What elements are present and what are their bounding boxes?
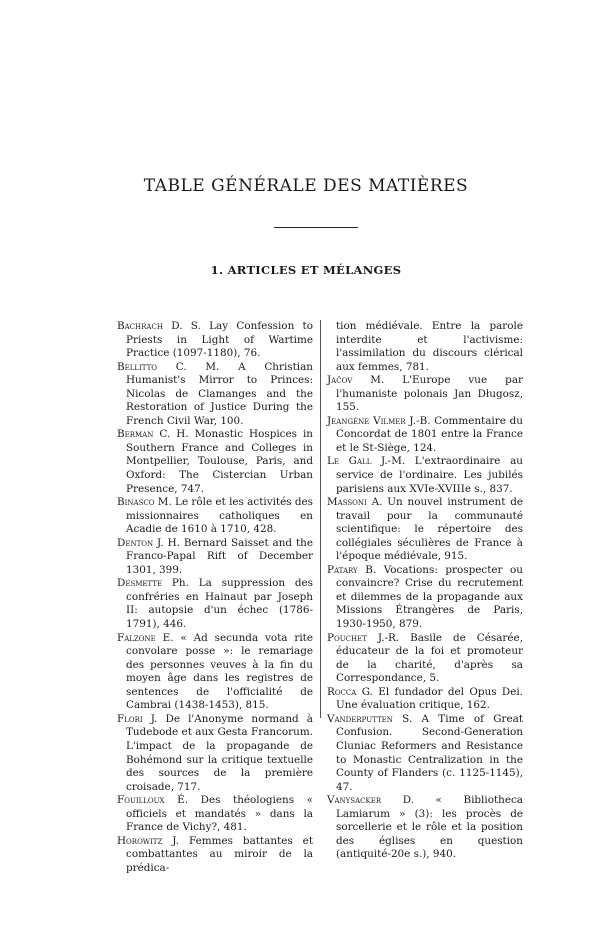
index-entry [117,835,313,876]
entry-author: Bellitto [117,360,158,373]
index-entry [117,632,313,713]
index-entry [117,361,313,429]
entry-author: Massoni [327,496,367,509]
index-entry [327,374,523,415]
entry-author: Jačov [327,374,353,387]
entry-text: J.-M. L'extraordinaire au service de l'ordinaire. Les jubilés parisiens aux XVIe-XVIIIe s., 837. [336,455,523,495]
entry-text: J. De l'Anonyme normand à Tudebode et aux Gesta Francorum. L'impact de la propagande de Bohémond sur la critique textuelle des sources de la première croisade, 717. [126,712,313,793]
entry-author: Flori [117,712,143,725]
index-entry [117,577,313,631]
index-entry [327,686,523,713]
entry-text: C. M. A Christian Humanist's Mirror to Princes: Nicolas de Clamanges and the Restoration of Justice During the French Civil War, 100. [126,360,313,427]
index-entry [117,713,313,794]
entry-author: Denton [117,536,154,549]
index-entry [117,496,313,537]
entry-author: Patary [327,563,358,576]
entry-author: Bachrach [117,320,163,332]
entry-text: J.-R. Basile de Césarée, éducateur de la foi et promoteur de la charité, d'après sa Correspondance, 5. [336,631,523,685]
entry-author: Le Gall [327,455,372,468]
entry-text: D. S. Lay Confession to Priests in Light of Wartime Practice (1097-1180), 76. [126,320,313,360]
index-entry [117,320,313,361]
entry-text: É. Des théologiens « officiels et mandatés » dans la France de Vichy?, 481. [126,794,313,834]
index-entry [327,496,523,564]
entry-text: J.-B. Commentaire du Concordat de 1801 entre la France et le St-Siège, 124. [336,414,523,454]
entry-text: G. El fundador del Opus Dei. Une évaluation critique, 162. [336,685,523,712]
index-entry [327,564,523,632]
index-entry [327,455,523,496]
entry-author: Rocca [327,685,357,698]
index-entry [327,794,523,862]
entry-text: S. A Time of Great Confusion. Second-Generation Cluniac Reformers and Resistance to Monastic Centralization in the County of Flanders (c. 1125-1145), 47. [336,712,523,793]
index-column-left [117,320,313,875]
title-divider [274,227,358,228]
index-entry [117,428,313,496]
entry-text: tion médiévale. Entre la parole interdite et l'activisme: l'assimilation du discours clérical aux femmes, 781. [336,320,523,373]
entry-text: A. Un nouvel instrument de travail pour la communauté scientifique: le répertoire des collégiales séculières de France à l'époque médiévale, 915. [336,496,523,563]
entry-text: Ph. La suppression des confréries en Hainaut par Joseph II: autopsie d'un échec (1786-1791), 446. [126,577,313,631]
entry-text: J. Femmes battantes et combattantes au miroir de la prédica- [126,834,313,874]
entry-author: Vanderputten [327,712,393,725]
entry-author: Berman [117,428,154,441]
page-title: TABLE GÉNÉRALE DES MATIÈRES [143,176,469,196]
column-divider [320,320,321,718]
index-entry-continuation [327,320,523,374]
entry-text: C. H. Monastic Hospices in Southern France and Colleges in Montpellier, Toulouse, Paris, and Oxford: The Cistercian Urban Presence, 747. [126,428,313,495]
index-entry [327,632,523,686]
entry-author: Fouilloux [117,794,165,807]
entry-text: M. L'Europe vue par l'humaniste polonais Jan Długosz, 155. [336,374,523,414]
index-entry [327,415,523,456]
entry-text: D. « Bibliotheca Lamiarum » (3): les procès de sorcellerie et le rôle et la position des églises en question (antiquité-20e s.), 940. [336,794,523,861]
entry-author: Desmette [117,577,163,590]
entry-author: Binasco [117,496,155,509]
entry-author: Falzone [117,631,156,644]
section-heading: 1. ARTICLES ET MÉLANGES [210,263,402,277]
entry-author: Vanysacker [327,794,382,807]
entry-author: Pouchet [327,631,367,644]
entry-author: Jeangène Vilmer [327,414,406,427]
entry-text: J. H. Bernard Saisset and the Franco-Papal Rift of December 1301, 399. [126,536,313,576]
index-entry [117,537,313,578]
entry-text: M. Le rôle et les activités des missionnaires catholiques en Acadie de 1610 à 1710, 428. [126,496,313,536]
index-column-right [327,320,523,862]
entry-author: Horowitz [117,834,163,847]
entry-text: E. « Ad secunda vota rite convolare posse »: le remariage des personnes veuves à la fin du moyen âge dans les registres de sentences de l'officialité de Cambrai (1438-1453), 815. [126,631,313,712]
entry-text: B. Vocations: prospecter ou convaincre? Crise du recrutement et dilemmes de la propagande aux Missions Étrangères de Paris, 1930-1950, 879. [336,563,523,631]
index-entry [117,794,313,835]
index-entry [327,713,523,794]
